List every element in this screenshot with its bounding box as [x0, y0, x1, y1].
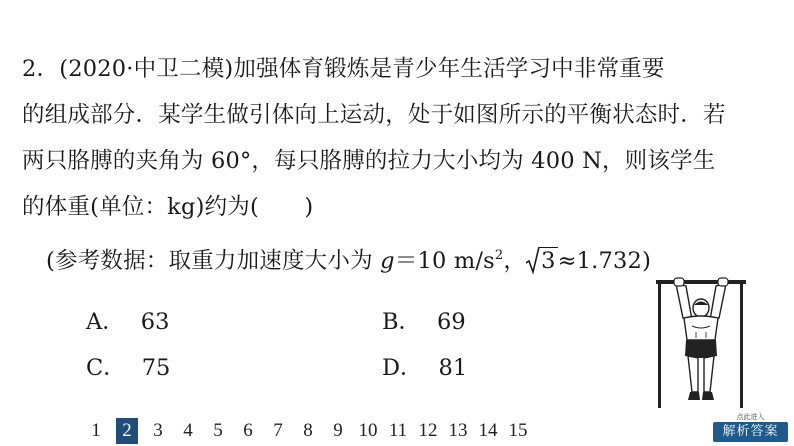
sqrt-radicand: 3: [541, 248, 556, 274]
option-value: 69: [437, 309, 466, 335]
page-link-13[interactable]: 13: [448, 420, 468, 441]
question-line-4: 的体重(单位：kg)约为( ): [22, 194, 314, 220]
pull-up-figure: [652, 274, 750, 408]
page-link-1[interactable]: 1: [91, 420, 101, 441]
page-link-7[interactable]: 7: [273, 420, 283, 441]
page-link-4[interactable]: 4: [183, 420, 193, 441]
option-c[interactable]: [86, 353, 170, 383]
page-link-12[interactable]: 12: [418, 420, 438, 441]
option-value: 63: [140, 309, 170, 335]
page-link-6[interactable]: 6: [243, 420, 253, 441]
option-b[interactable]: [382, 307, 466, 337]
page-navigation: [86, 418, 538, 444]
option-letter: C．: [86, 355, 126, 381]
option-a[interactable]: [86, 307, 169, 337]
question-line-1: 2．(2020·中卫二模)加强体育锻炼是青少年生活学习中非常重要: [22, 56, 665, 82]
exponent: 2: [494, 248, 504, 263]
option-letter: D．: [382, 355, 423, 381]
page-link-2[interactable]: 2: [116, 418, 138, 444]
reference-prefix: (参考数据：取重力加速度大小为: [46, 248, 381, 274]
gravity-symbol: g: [380, 248, 395, 274]
page-link-9[interactable]: 9: [333, 420, 343, 441]
gravity-value: ＝10 m/s: [394, 248, 495, 274]
page-link-3[interactable]: 3: [153, 420, 163, 441]
option-letter: A．: [86, 309, 125, 335]
option-value: 75: [141, 355, 171, 381]
option-value: 81: [438, 355, 468, 381]
page-link-14[interactable]: 14: [478, 420, 498, 441]
question-line-3: 两只胳膊的夹角为 60°，每只胳膊的拉力大小均为 400 N，则该学生: [22, 148, 716, 174]
page-link-15[interactable]: 15: [508, 420, 528, 441]
reference-approx: ≈1.732): [557, 248, 652, 274]
page-link-8[interactable]: 8: [303, 420, 313, 441]
option-d[interactable]: [382, 353, 467, 383]
reference-data: [46, 246, 651, 280]
question-line-2: 的组成部分．某学生做引体向上运动，处于如图所示的平衡状态时．若: [22, 102, 726, 128]
page-link-10[interactable]: 10: [358, 420, 378, 441]
radical-sign-icon: [526, 246, 540, 274]
page-link-5[interactable]: 5: [213, 420, 223, 441]
answer-label[interactable]: 解析答案: [713, 422, 788, 442]
page-link-11[interactable]: 11: [388, 420, 408, 441]
sqrt-expression: [526, 246, 558, 276]
option-letter: B．: [382, 309, 422, 335]
answer-analysis-button[interactable]: [713, 414, 788, 442]
answer-hint: 点此进入: [736, 413, 765, 421]
reference-comma: ，: [503, 248, 527, 274]
